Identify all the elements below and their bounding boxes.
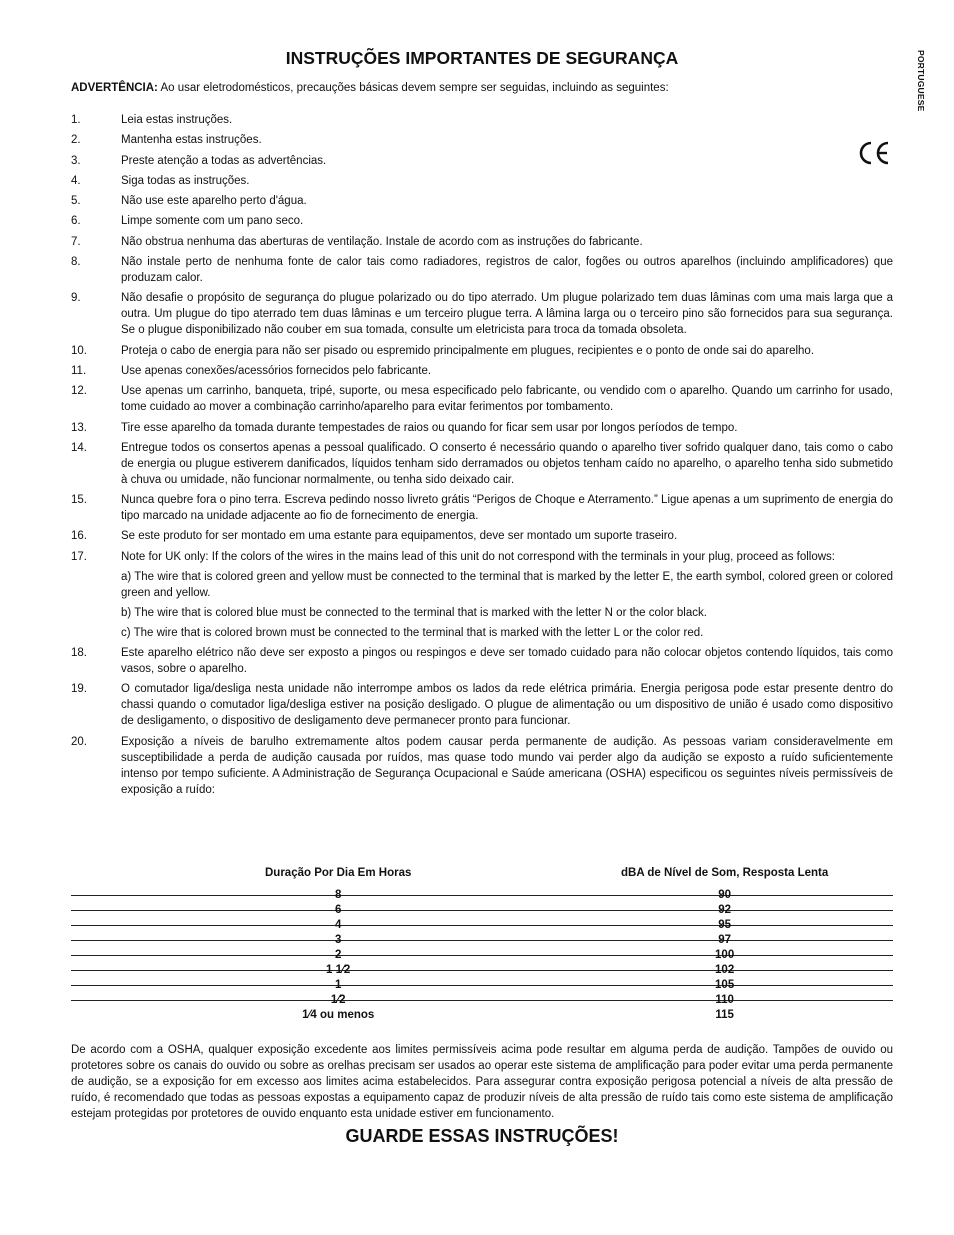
item-text-body: Use apenas conexões/acessórios fornecidos pelo fabricante.	[121, 364, 432, 377]
dba-value: 105	[715, 979, 735, 991]
dba-cell	[621, 941, 893, 961]
item-text	[121, 153, 893, 169]
warning-label: ADVERTÊNCIA:	[71, 82, 158, 94]
item-text-body: Não desafie o propósito de segurança do plugue polarizado ou do tipo aterrado. Um plugue polarizado tem duas lâminas com uma mais larga que a outra. Um plugue do tipo aterrado tem duas lâminas e um terceiro plugue terra. A lâmina larga ou o terceiro pino são fornecidos para sua segurança. Se o plugue disponibilizado não couber em sua tomada, consulte um eletricista para troca da tomada obsoleta.	[121, 292, 893, 337]
item-text-body: Note for UK only: If the colors of the wires in the mains lead of this unit do not correspond with the terminals in your plug, proceed as follows:	[121, 550, 835, 563]
item-text	[121, 363, 893, 379]
item-number: 3.	[71, 154, 81, 167]
list-item	[71, 440, 893, 488]
table-row	[71, 941, 893, 956]
table-row	[71, 956, 893, 971]
item-text-body: Mantenha estas instruções.	[121, 134, 262, 147]
item-text-body: Entregue todos os consertos apenas a pessoal qualificado. O conserto é necessário quando o aparelho tiver sofrido qualquer dano, tais como o cabo de energia ou plugue estiverem danificados, líquidos tenham sido derramados ou objetos tenham caído no aparelho, o aparelho tenha sido submetido à chuva ou umidade, não funcionar normalmente, ou tenha sido deixado cair.	[121, 441, 893, 486]
item-text	[121, 492, 893, 524]
list-item	[71, 645, 893, 677]
item-text	[121, 528, 893, 544]
item-number: 2.	[71, 134, 81, 147]
item-text-body: Este aparelho elétrico não deve ser exposto a pingos ou respingos e deve ser tomado cuidado para não colocar objetos contendo líquidos, tais como vasos, sobre o aparelho.	[121, 647, 893, 676]
duration-cell	[71, 986, 621, 1006]
item-number: 7.	[71, 235, 81, 248]
item-text	[121, 132, 893, 148]
safety-instructions-list	[71, 112, 893, 802]
list-item	[71, 383, 893, 415]
item-number: 12.	[71, 385, 87, 398]
list-item	[71, 153, 893, 169]
item-text-body: Nunca quebre fora o pino terra. Escreva pedindo nosso livreto grátis “Perigos de Choque e Aterramento.” Ligue apenas a um suprimento de energia do tipo marcado na unidade adjacente ao fio de fornecimento de energia.	[121, 494, 893, 523]
list-item	[71, 734, 893, 798]
item-text-body: Leia estas instruções.	[121, 114, 233, 126]
item-17-subclause: a) The wire that is colored green and yellow must be connected to the terminal that is marked by the letter E, the earth symbol, colored green or colored green and yellow.	[121, 570, 893, 599]
dba-cell	[621, 971, 893, 991]
dba-value: 95	[718, 919, 732, 931]
list-item	[71, 213, 893, 229]
duration-cell	[71, 881, 621, 901]
dba-cell	[621, 896, 893, 916]
item-text	[121, 645, 893, 677]
item-number: 20.	[71, 735, 87, 748]
item-17-subclause: b) The wire that is colored blue must be connected to the terminal that is marked with the letter N or the color black.	[121, 606, 707, 619]
duration-cell	[71, 971, 621, 991]
item-number: 16.	[71, 530, 87, 543]
list-item	[71, 343, 893, 359]
item-text	[121, 440, 893, 488]
item-text-body: Use apenas um carrinho, banqueta, tripé, suporte, ou mesa especificado pelo fabricante, ou vendido com o aparelho. Quando um carrinho for usado, tome cuidado ao mover a combinação carrinho/aparelho para evitar ferimentos por tombamento.	[121, 385, 893, 414]
dba-value: 110	[715, 994, 734, 1006]
item-number: 1.	[71, 114, 81, 126]
item-text-body: Tire esse aparelho da tomada durante tempestades de raios ou quando for ficar sem usar por longos períodos de tempo.	[121, 421, 738, 434]
list-item	[71, 549, 893, 641]
item-number: 10.	[71, 344, 87, 357]
item-text	[121, 290, 893, 338]
osha-closing-paragraph: De acordo com a OSHA, qualquer exposição excedente aos limites permissíveis acima pode resultar em alguma perda de audição. Tampões de ouvido ou protetores sobre os canais do ouvido ou sobre as orelhas precisam ser usados ao operar este sistema de amplificação para poder evitar uma perda permanente de audição, se a exposição for em excesso aos limites acima estabelecidos. Para assegurar contra exposição perigosa potencial a níveis de alta pressão de ruído, é recomendado que todas as pessoas expostas a equipamento capaz de produzir níveis de alta pressão de ruído tais como este sistema de amplificação estejam protegidas por protetores de ouvido enquanto esta unidade estiver em funcionamento.	[71, 1044, 893, 1120]
table-row	[71, 911, 893, 926]
duration-value: 1 1⁄2	[326, 964, 351, 976]
duration-value: 4	[334, 919, 342, 931]
duration-cell	[71, 941, 621, 961]
table-row	[71, 986, 893, 1001]
list-item	[71, 528, 893, 544]
item-text	[121, 112, 893, 128]
item-text-body: Siga todas as instruções.	[121, 174, 250, 187]
dba-cell	[621, 911, 893, 931]
duration-value: 3	[334, 934, 342, 946]
table-row	[71, 971, 893, 986]
item-text	[121, 254, 893, 286]
item-text-body: Proteja o cabo de energia para não ser pisado ou espremido principalmente em plugues, recipientes e o ponto de onde sai do aparelho.	[121, 344, 815, 357]
item-text-body: O comutador liga/desliga nesta unidade não interrompe ambos os lados da rede elétrica primária. Energia perigosa pode estar presente dentro do chassi quando o comutador liga/desliga estiver na posição desligado. O plugue de alimentação ou um dispositivo de união é usado como dispositivo de desligamento, o dispositivo de desligamento deve permanecer pronto para funcionar.	[121, 683, 893, 728]
item-number: 15.	[71, 494, 87, 507]
dba-cell	[621, 986, 893, 1006]
item-text	[121, 173, 893, 189]
item-text-body: Preste atenção a todas as advertências.	[121, 154, 327, 167]
item-number: 4.	[71, 174, 81, 187]
duration-cell	[71, 956, 621, 976]
dba-cell	[621, 956, 893, 976]
table-row	[71, 926, 893, 941]
duration-value: 1⁄4 ou menos	[302, 1009, 375, 1021]
list-item	[71, 254, 893, 286]
item-number: 17.	[71, 550, 87, 563]
item-text	[121, 681, 893, 729]
dba-cell	[621, 926, 893, 946]
noise-exposure-table	[71, 866, 893, 1021]
page-title: INSTRUÇÕES IMPORTANTES DE SEGURANÇA	[285, 48, 679, 68]
item-number: 13.	[71, 421, 87, 434]
save-instructions-heading: GUARDE ESSAS INSTRUÇÕES!	[345, 1126, 619, 1146]
warning-body: Ao usar eletrodomésticos, precauções básicas devem sempre ser seguidas, incluindo as seguintes:	[157, 82, 669, 94]
header-duration: Duração Por Dia Em Horas	[265, 867, 412, 879]
item-17-subclause: c) The wire that is colored brown must be connected to the terminal that is marked with the letter L or the color red.	[121, 626, 704, 639]
item-text-body: Limpe somente com um pano seco.	[121, 215, 304, 228]
language-tab: PORTUGUESE	[916, 50, 926, 112]
item-number: 18.	[71, 647, 87, 660]
duration-cell	[71, 911, 621, 931]
item-text-body: Não instale perto de nenhuma fonte de calor tais como radiadores, registros de calor, fogões ou outros aparelhos (incluindo amplificadores) que produzam calor.	[121, 256, 893, 285]
item-text	[121, 734, 893, 798]
list-item	[71, 290, 893, 338]
dba-cell	[621, 1001, 893, 1021]
item-text	[121, 234, 893, 250]
dba-value: 100	[715, 949, 735, 961]
duration-cell	[71, 1001, 621, 1021]
list-item	[71, 112, 893, 128]
dba-value: 92	[718, 904, 732, 916]
table-header-row	[71, 866, 893, 881]
item-text	[121, 420, 893, 436]
dba-cell	[621, 881, 893, 901]
item-text	[121, 343, 893, 359]
table-row	[71, 881, 893, 896]
item-number: 19.	[71, 683, 87, 696]
duration-value: 8	[334, 889, 342, 901]
list-item	[71, 363, 893, 379]
duration-value: 1⁄2	[330, 994, 346, 1006]
list-item	[71, 492, 893, 524]
item-text	[121, 549, 893, 641]
item-number: 14.	[71, 441, 87, 454]
duration-value: 1	[334, 979, 342, 991]
header-dba: dBA de Nível de Som, Resposta Lenta	[621, 867, 829, 879]
item-text	[121, 193, 893, 209]
list-item	[71, 234, 893, 250]
list-item	[71, 681, 893, 729]
item-number: 6.	[71, 215, 81, 228]
item-text-body: Não obstrua nenhuma das aberturas de ventilação. Instale de acordo com as instruções do fabricante.	[121, 235, 643, 248]
dba-value: 90	[718, 889, 732, 901]
list-item	[71, 193, 893, 209]
item-text-body: Exposição a níveis de barulho extremamente altos podem causar perda permanente de audição. As pessoas variam consideravelmente em susceptibilidade a perda de audição causada por ruídos, mas quase todo mundo vai perder algo da audição se exposto a ruído suficientemente intenso por tempo suficiente. A Administração de Segurança Ocupacional e Saúde americana (OSHA) especificou os seguintes níveis permissíveis de exposição a ruído:	[121, 735, 893, 796]
item-number: 5.	[71, 195, 81, 208]
duration-cell	[71, 896, 621, 916]
item-number: 8.	[71, 256, 81, 269]
list-item	[71, 132, 893, 148]
list-item	[71, 173, 893, 189]
item-text-body: Não use este aparelho perto d'água.	[121, 195, 307, 208]
item-number: 9.	[71, 292, 81, 305]
dba-value: 102	[715, 964, 735, 976]
dba-value: 115	[715, 1009, 734, 1021]
warning-text	[71, 82, 893, 94]
table-row	[71, 1001, 893, 1016]
item-text	[121, 383, 893, 415]
item-number: 11.	[71, 364, 87, 377]
duration-cell	[71, 926, 621, 946]
duration-value: 2	[334, 949, 342, 961]
item-text-body: Se este produto for ser montado em uma estante para equipamentos, deve ser montado um suporte traseiro.	[121, 530, 678, 543]
dba-value: 97	[718, 934, 732, 946]
duration-value: 6	[334, 904, 342, 916]
list-item	[71, 420, 893, 436]
table-row	[71, 896, 893, 911]
item-text	[121, 213, 893, 229]
